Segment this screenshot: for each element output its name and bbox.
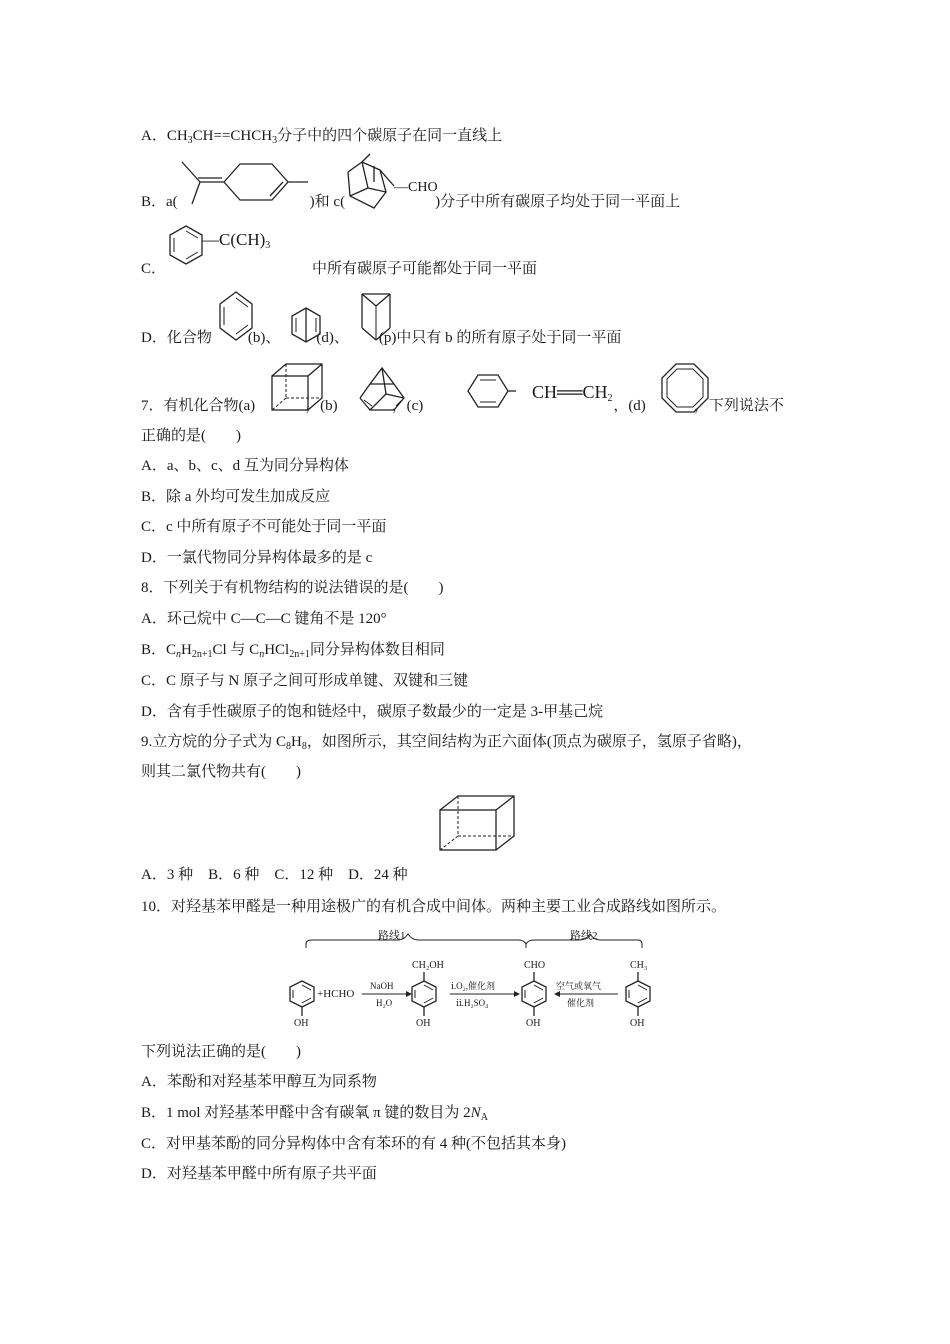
q7-option-c: C．c 中所有原子不可能处于同一平面	[141, 519, 387, 535]
route-2-label: 路线2	[570, 930, 598, 942]
q8-stem: 8．下列关于有机物结构的说法错误的是( )	[141, 580, 444, 596]
q8-option-c: C．C 原子与 N 原子之间可形成单键、双键和三键	[141, 673, 469, 689]
cubane-structure-a	[270, 362, 326, 414]
q8-option-d: D．含有手性碳原子的饱和链烃中，碳原子数最少的一定是 3-甲基己烷	[141, 704, 604, 720]
dewar-benzene-structure-d	[288, 306, 324, 346]
cho-group-label: —CHO	[394, 180, 438, 195]
air-oxygen-label: 空气或氧气	[556, 981, 602, 991]
q7-stem: 7．有机化合物(a) ，(b) ，(c) ，(d) ，下列说法不	[141, 398, 784, 414]
q10-option-a: A．苯酚和对羟基苯甲醇互为同系物	[141, 1074, 377, 1090]
q6-option-b: B．a( )和 c( )分子中所有碳原子均处于同一平面上	[141, 194, 681, 210]
barrelene-structure-b	[356, 364, 408, 414]
q7-stem-continued: 正确的是( )	[141, 428, 241, 444]
q8-option-b: B．$C_nH_{2n+1}Cl$ 与 $C_nHCl_{2n+1}$同分异构体数目相同	[141, 642, 445, 660]
q6-option-c: C． 中所有碳原子可能都处于同一平面	[141, 261, 538, 277]
cubane-figure	[436, 794, 520, 856]
ch2oh-label: CH₂OH	[412, 960, 444, 971]
q7-option-d: D．一氯代物同分异构体最多的是 c	[141, 550, 373, 566]
q9-stem: 9.立方烷的分子式为 $C_8H_8$，如图所示，其空间结构为正六面体(顶点为碳原子，氢原子省略)，	[141, 734, 752, 752]
limonene-structure-a	[178, 158, 318, 208]
q6-option-a: A．$CH_3CH==CHCH_3$分子中的四个碳原子在同一直线上	[141, 128, 503, 146]
vinyl-group-label: $CH══CH_2$	[532, 382, 613, 404]
prismane-structure-p	[358, 290, 394, 346]
q9-options: A．3 种 B．6 种 C．12 种 D．24 种	[141, 867, 408, 883]
oh-label-aldehyde: OH	[526, 1018, 541, 1029]
catalyst-label: 催化剂	[567, 998, 595, 1008]
oh-label-alcohol: OH	[416, 1018, 431, 1029]
benzene-structure-b	[216, 290, 256, 346]
route-1-label: 路线1	[378, 930, 406, 942]
oh-label-phenol: OH	[294, 1018, 309, 1029]
cyclooctatetraene-structure-d	[658, 362, 712, 416]
h2o-label: H₂O	[376, 998, 393, 1008]
tert-butyl-group: $—C(CH)_3$	[202, 230, 271, 251]
q10-ask: 下列说法正确的是( )	[141, 1044, 301, 1060]
cho-label: CHO	[524, 960, 546, 971]
oh-label-cresol: OH	[630, 1018, 645, 1029]
hcho-label: +HCHO	[317, 988, 355, 1000]
oxidation-step-1: ⅰ.O₂,催化剂	[451, 981, 496, 991]
q7-option-b: B．除 a 外均可发生加成反应	[141, 489, 331, 505]
q10-option-b: B．1 mol 对羟基苯甲醛中含有碳氧 π 键的数目为 $2N_A$	[141, 1105, 488, 1123]
q10-option-d: D．对羟基苯甲醛中所有原子共平面	[141, 1166, 377, 1182]
q7-option-a: A．a、b、c、d 互为同分异构体	[141, 458, 349, 474]
q9-stem-continued: 则其二氯代物共有( )	[141, 764, 301, 780]
ch3-label: CH₃	[630, 960, 648, 971]
q8-option-a: A．环己烷中 C—C—C 键角不是 120°	[141, 611, 387, 627]
oxidation-step-2: ⅱ.H₂SO₄	[456, 998, 489, 1008]
q10-stem: 10．对羟基苯甲醛是一种用途极广的有机合成中间体。两种主要工业合成路线如图所示。	[141, 899, 727, 915]
naoh-label: NaOH	[370, 981, 394, 991]
q6-option-d: D．化合物 (b)、 (d)、 (p)中只有 b 的所有原子处于同一平面	[141, 330, 622, 346]
q10-option-c: C．对甲基苯酚的同分异构体中含有苯环的有 4 种(不包括其本身)	[141, 1136, 566, 1152]
styrene-ring-c	[460, 372, 520, 412]
